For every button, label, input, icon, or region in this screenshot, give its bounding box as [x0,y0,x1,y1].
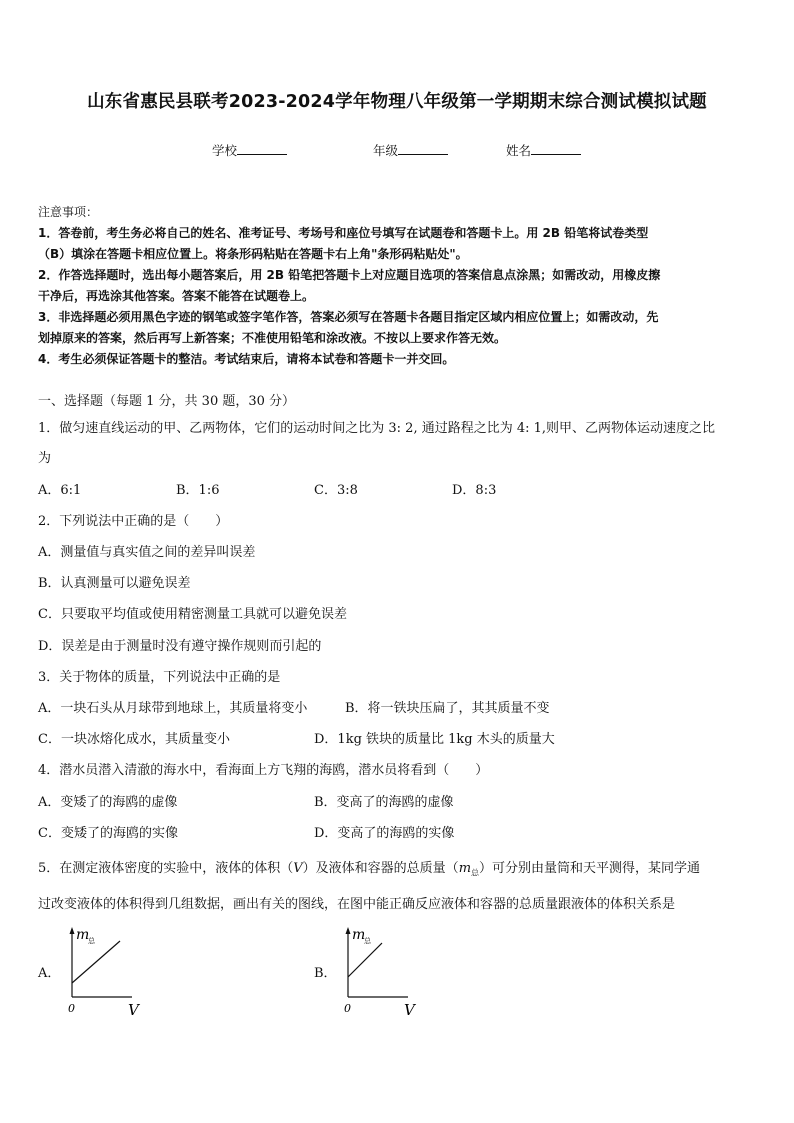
q5-option-a-label[interactable]: A． [38,966,61,981]
name-blank[interactable] [531,142,581,155]
q5-graph-b-svg [338,925,428,1020]
notes-item1-line1: 1．答卷前，考生务必将自己的姓名、准考证号、考场号和座位号填写在试题卷和答题卡上。用 2B 铅笔将试卷类型 [38,226,649,240]
q4-stem: 4．潜水员潜入清澈的海水中，看海面上方飞翔的海鸥，潜水员将看到（ ） [38,763,489,778]
q4-option-c[interactable]: C．变矮了的海鸥的实像 [38,826,178,841]
school-blank[interactable] [237,142,287,155]
graph-b-y-sub: 总 [364,937,371,945]
graph-a-y-arrow [70,927,75,934]
q2-stem: 2．下列说法中正确的是（ ） [38,514,229,529]
notes-item2-line1: 2．作答选择题时，选出每小题答案后，用 2B 铅笔把答题卡上对应题目选项的答案信息点涂黑；如需改动，用橡皮擦 [38,268,661,282]
q5-mass-symbol: m [458,861,472,876]
q1-option-a[interactable]: A．6:1 [38,483,82,498]
q1-stem-line2: 为 [38,451,52,466]
school-field[interactable] [212,141,287,159]
q3-stem: 3．关于物体的质量，下列说法中正确的是 [38,670,281,685]
graph-b-x-label: V [404,1001,415,1019]
q5-stem-line1 [38,857,700,879]
graph-a-data-line [72,941,120,983]
q2-option-c[interactable]: C．只要取平均值或使用精密测量工具就可以避免误差 [38,607,347,622]
q3-option-c[interactable]: C．一块冰熔化成水，其质量变小 [38,732,230,747]
q5-text-part1: 5．在测定液体密度的实验中，液体的体积（ [38,861,294,876]
graph-a-origin: 0 [68,1002,75,1015]
q2-option-d[interactable]: D．误差是由于测量时没有遵守操作规则而引起的 [38,639,322,654]
q5-mass-subscript: 总 [471,868,480,878]
q5-graph-b[interactable] [338,925,428,1020]
q5-text-part2: ）及液体和容器的总质量（ [302,861,459,876]
school-label: 学校 [212,143,238,158]
notes-item2-line2: 干净后，再选涂其他答案。答案不能答在试题卷上。 [38,289,315,303]
q1-option-c[interactable]: C．3:8 [314,483,358,498]
q5-volume-symbol: V [293,861,303,876]
q4-option-a[interactable]: A．变矮了的海鸥的虚像 [38,795,178,810]
graph-b-y-arrow [346,927,351,934]
q1-stem-line1: 1．做匀速直线运动的甲、乙两物体，它们的运动时间之比为 3: 2, 通过路程之比为 4: 1,则甲、乙两物体运动速度之比 [38,421,716,436]
q5-graph-a-svg [62,925,152,1020]
q3-option-b[interactable]: B．将一铁块压扁了，其其质量不变 [345,701,550,716]
q5-text-part3: ）可分别由量筒和天平测得，某同学通 [479,861,701,876]
notes-item3-line1: 3．非选择题必须用黑色字迹的钢笔或签字笔作答，答案必须写在答题卡各题目指定区域内相应位置上；如需改动，先 [38,310,659,324]
q5-stem-line2: 过改变液体的体积得到几组数据，画出有关的图线，在图中能正确反应液体和容器的总质量跟液体的体积关系是 [38,897,676,912]
q2-option-a[interactable]: A．测量值与真实值之间的差异叫误差 [38,545,256,560]
graph-a-y-sub: 总 [88,937,95,945]
graph-a-x-label: V [128,1001,139,1019]
grade-field[interactable] [373,141,448,159]
q2-option-b[interactable]: B．认真测量可以避免误差 [38,576,191,591]
name-label: 姓名 [506,143,532,158]
q5-graph-a[interactable] [62,925,152,1020]
q3-option-d[interactable]: D．1kg 铁块的质量比 1kg 木头的质量大 [314,732,555,747]
q4-option-b[interactable]: B．变高了的海鸥的虚像 [314,795,454,810]
q5-option-b-label[interactable]: B． [314,966,337,981]
grade-blank[interactable] [398,142,448,155]
notes-heading: 注意事项： [38,205,99,219]
q3-option-a[interactable]: A．一块石头从月球带到地球上，其质量将变小 [38,701,308,716]
notes-item3-line2: 划掉原来的答案，然后再写上新答案；不准使用铅笔和涂改液。不按以上要求作答无效。 [38,331,507,345]
q1-option-b[interactable]: B．1:6 [176,483,220,498]
q1-option-d[interactable]: D．8:3 [452,483,497,498]
graph-b-y-label: m [352,927,366,943]
notes-item1-line2: （B）填涂在答题卡相应位置上。将条形码粘贴在答题卡右上角"条形码粘贴处"。 [38,247,468,261]
name-field[interactable] [506,141,581,159]
notes-item4: 4．考生必须保证答题卡的整洁。考试结束后，请将本试卷和答题卡一并交回。 [38,352,455,366]
graph-b-data-line [348,943,382,977]
page-title: 山东省惠民县联考2023-2024学年物理八年级第一学期期末综合测试模拟试题 [87,92,707,112]
graph-a-y-label: m [76,927,90,943]
graph-b-origin: 0 [344,1002,351,1015]
section1-heading: 一、选择题（每题 1 分，共 30 题，30 分） [38,394,296,409]
q4-option-d[interactable]: D．变高了的海鸥的实像 [314,826,455,841]
grade-label: 年级 [373,143,399,158]
